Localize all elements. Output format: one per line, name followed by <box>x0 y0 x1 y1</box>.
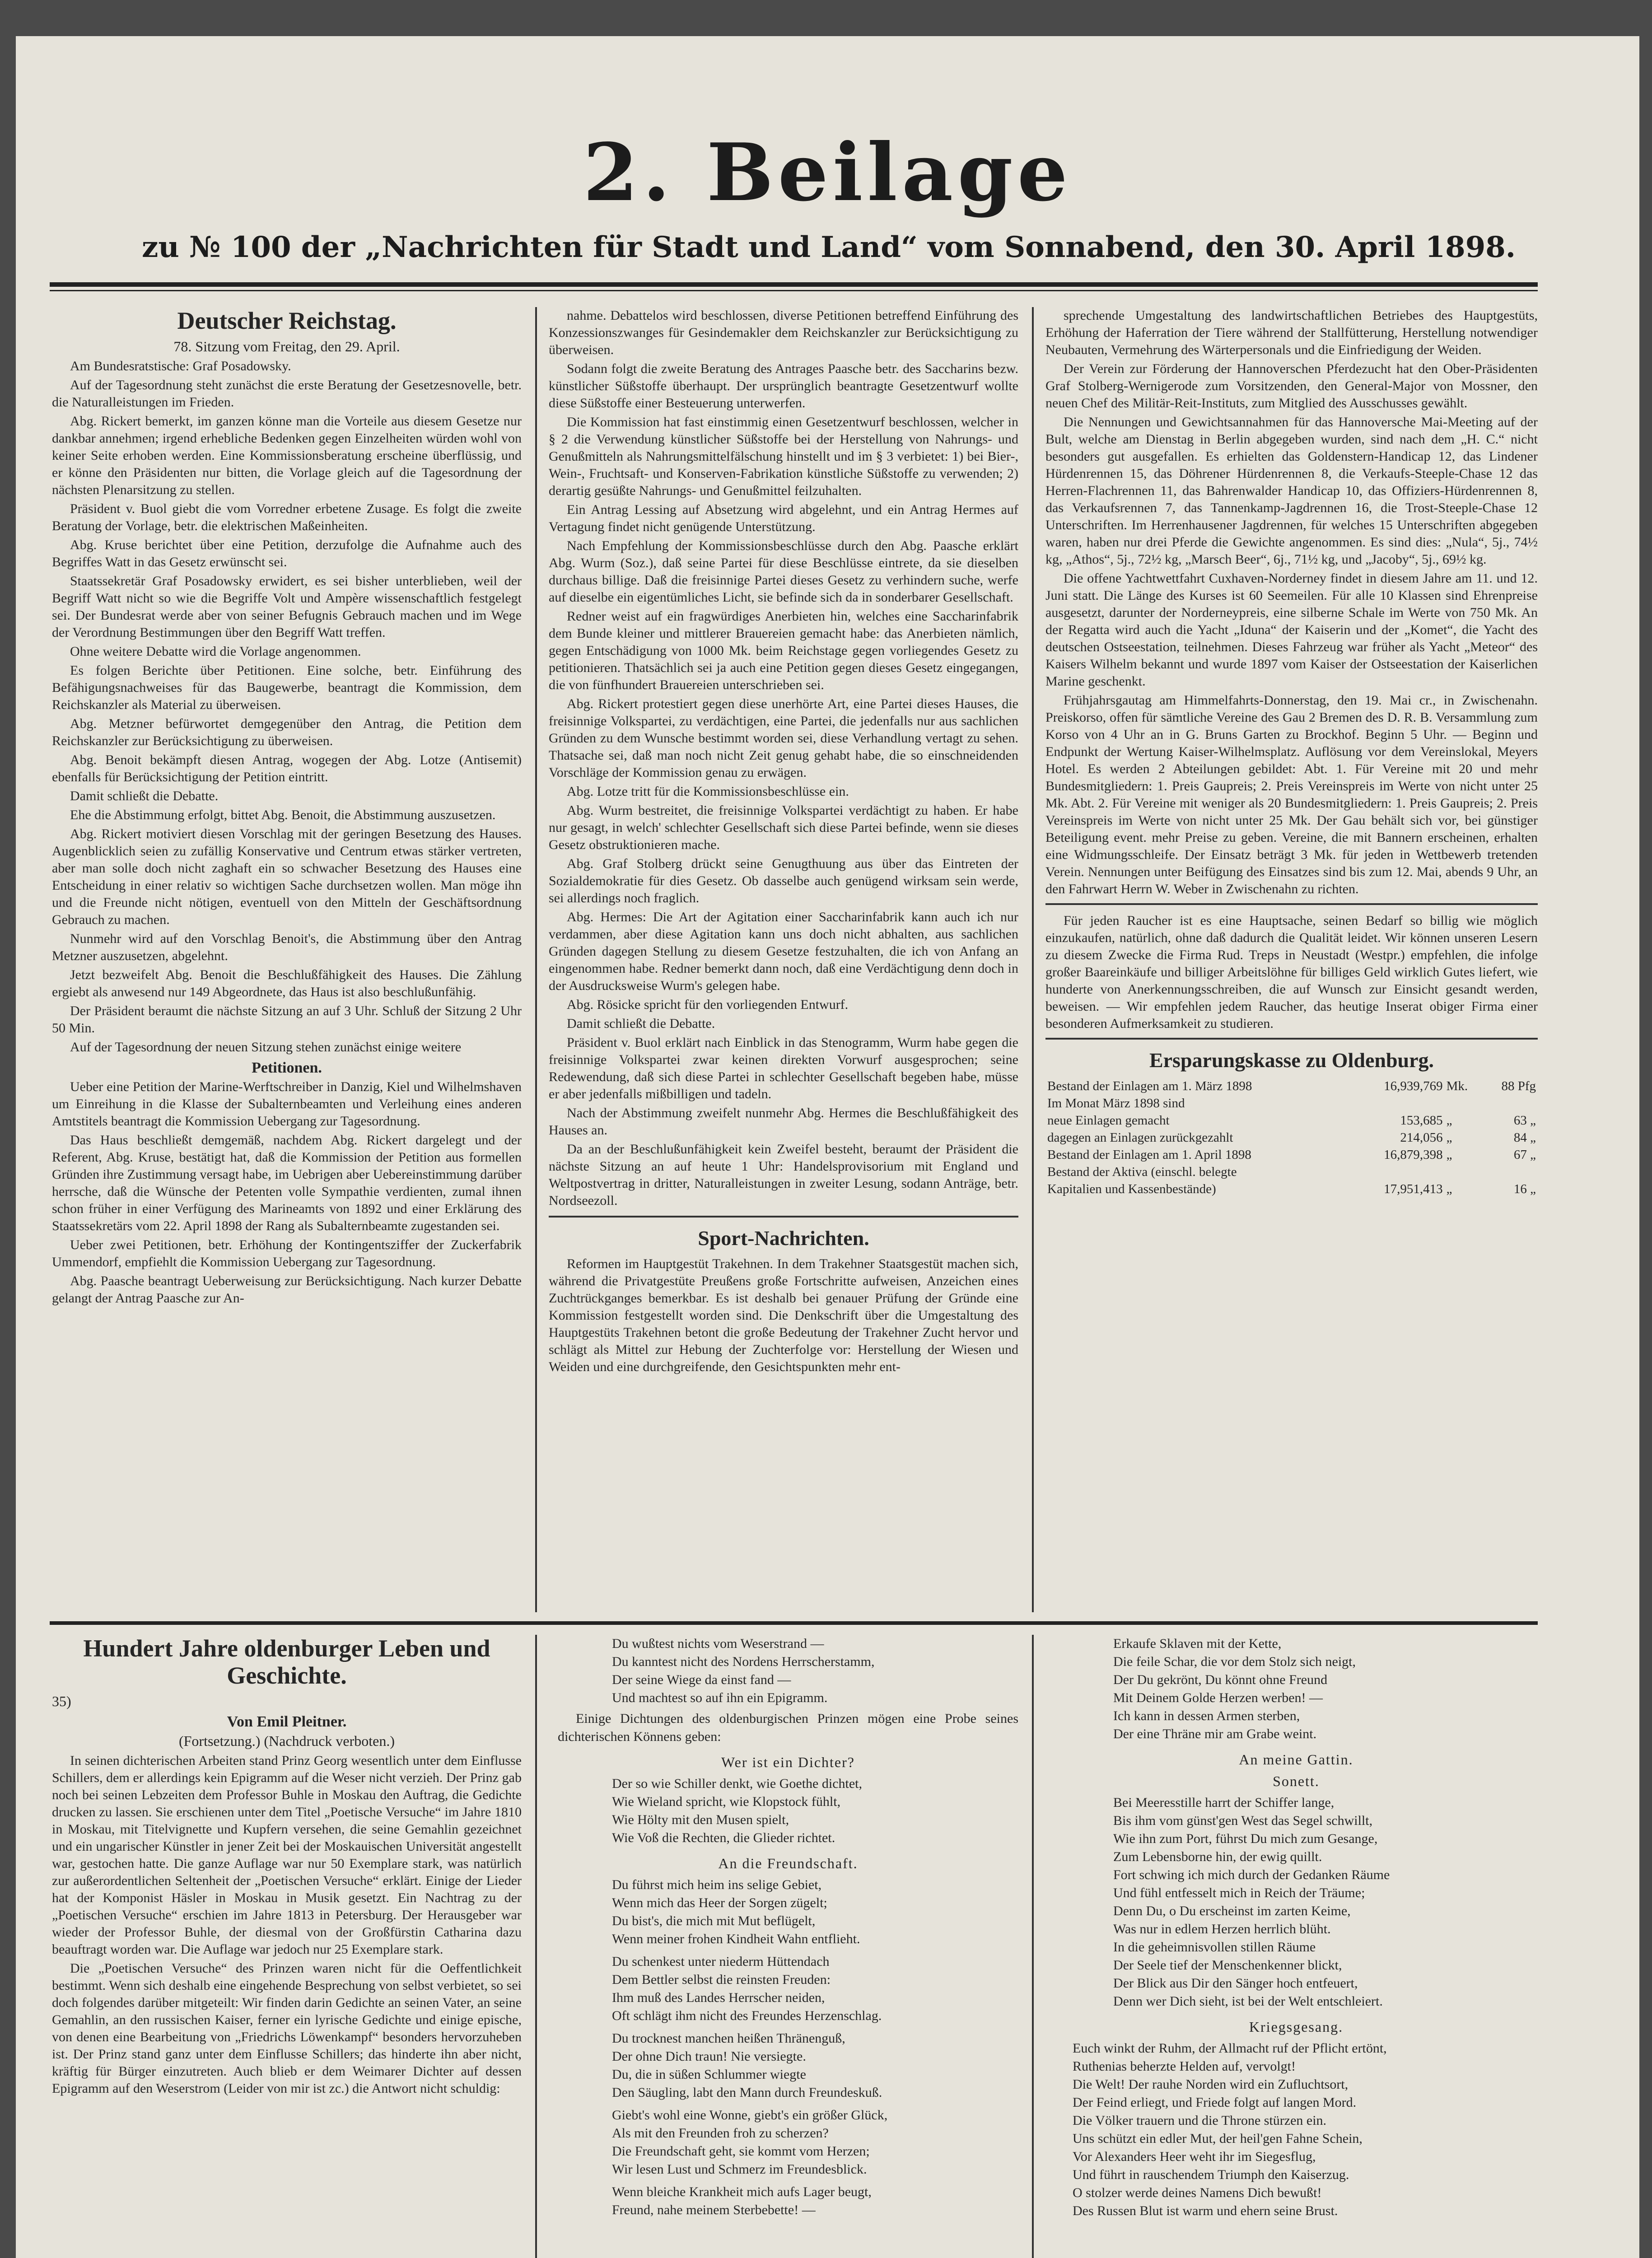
poem-line: Wir lesen Lust und Schmerz im Freundesblick. <box>612 2162 867 2177</box>
poem-line: Des Russen Blut ist warm und ehern seine Brust. <box>1073 2203 1338 2218</box>
poem-line: Du schenkest unter niederm Hüttendach <box>612 1954 830 1969</box>
paragraph: Abg. Benoit bekämpft diesen Antrag, wogegen der Abg. Lotze (Antisemit) ebenfalls für Berücksichtigung der Petition eintritt. <box>52 752 522 784</box>
paragraph: Redner weist auf ein fragwürdiges Anerbieten hin, welches eine Saccharinfabrik dem Bunde kleiner und mittlerer Brauereien gemacht habe: das Anerbieten nämlich, gegen Entschädigung von 1000 Mk. beim Reichstage gegen vorliegendes Gesetz zu petitionieren. Thatsächlich sei ja auch eine Petition gegen dieses Gesetz eingegangen, die von fünfhundert Brauereien unterschrieben sei. <box>549 609 1018 692</box>
poem-line: Der Du gekrönt, Du könnt ohne Freund <box>1113 1672 1328 1687</box>
poem-line: Wie Hölty mit den Musen spielt, <box>612 1812 789 1827</box>
masthead-subline: zu № 100 der „Nachrichten für Stadt und Land“ vom Sonnabend, den 30. April 1898. <box>141 230 1516 264</box>
column-divider <box>535 307 537 1612</box>
paragraph: Abg. Paasche beantragt Ueberweisung zur Berücksichtigung. Nach kurzer Debatte gelangt der Antrag Paasche zur An- <box>52 1274 522 1306</box>
paragraph: Reformen im Hauptgestüt Trakehnen. In dem Trakehner Staatsgestüt machen sich, während die Privatgestüte Preußens große Fortschritte aufweisen, Anzeichen eines Zuchtrückganges bemerkbar. Es ist deshalb bei genauer Prüfung der Gründe eine Kommission festgestellt worden sind. Die Denkschrift über die Umgestaltung des Hauptgestüts Trakehnen betont die große Bedeutung der Trakehner Zucht hervor und schlägt als Mittel zur Hebung der Zuchterfolge vor: Herstellung der Wiesen und Weiden und eine durchgreifende, den Gesichtspunkten mehr ent- <box>549 1256 1018 1374</box>
poem-line: Giebt's wohl eine Wonne, giebt's ein größer Glück, <box>612 2108 888 2123</box>
paragraph: Der Präsident beraumt die nächste Sitzung an auf 3 Uhr. Schluß der Sitzung 2 Uhr 50 Min. <box>52 1003 522 1036</box>
paragraph: Die „Poetischen Versuche“ des Prinzen waren nicht für die Oeffentlichkeit bestimmt. Wenn sich deshalb eine eingehende Besprechung von selbst verbietet, so sei doch folgendes darüber mitgeteilt: Wir finden darin Gedichte an seinen Vater, an seine Gemahlin, an den russischen Kaiser, ferner ein lyrische Gedichte und einige epische, von denen eine Bearbeitung von „Friedrichs Löwenkampf“ besonders hervorzuheben ist. Der Prinz stand ganz unter dem Einflusse Schillers; das hinderte ihn aber nicht, kräftig für Bürger einzutreten. Auch blieb er dem Weimarer Dichter auf dessen Epigramm auf den Weserstrom (Leider von mir ist zc.) die Antwort nicht schuldig: <box>52 1961 522 2096</box>
poem-line: Ruthenias beherzte Helden auf, vervolgt! <box>1073 2059 1296 2074</box>
masthead-rule-thin <box>50 290 1538 291</box>
poem-line: Mit Deinem Golde Herzen werben! — <box>1113 1690 1323 1705</box>
paragraph: Abg. Rickert protestiert gegen diese unerhörte Art, eine Partei dieses Hauses, die freisinnige Volkspartei, zu verdächtigen, eine Partei, die jedenfalls nur aus sachlichen Gründen zu dem Wunsche bestimmt worden sei, diese Verhandlung vertagt zu sehen. Thatsache sei, daß man noch nicht Zeit genug gehabt habe, die so einschneidenden Vorschläge der Kommission genau zu erwägen. <box>549 696 1018 780</box>
poem-title: Kriegsgesang. <box>1249 2019 1344 2035</box>
paragraph: Auf der Tagesordnung der neuen Sitzung stehen zunächst einige weitere <box>70 1040 462 1054</box>
poems-intro: Einige Dichtungen des oldenburgischen Prinzen mögen eine Probe seines dichterischen Könnens geben: <box>558 1711 1018 1744</box>
paragraph: Damit schließt die Debatte. <box>567 1016 715 1031</box>
poem-line: Den Säugling, labt den Mann durch Freundeskuß. <box>612 2085 882 2100</box>
paragraph: Frühjahrsgautag am Himmelfahrts-Donnerstag, den 19. Mai cr., in Zwischenahn. Preiskorso, offen für sämtliche Vereine des Gau 2 Bremen des D. R. B. Versammlung zum Korso von 4 Uhr an in G. Bruns Garten zu Brockhof. Beginn 5 Uhr. — Beginn und Endpunkt der Wertung Kaiser-Wilhelmsplatz. Auflösung vor dem Vereinslokal, Meyers Hotel. Es werden 2 Abteilungen gebildet: Abt. 1. Für Vereine mit 20 und mehr Bundesmitgliedern: 1. Preis Gaupreis; 2. Preis Vereinspreis im Werte von nicht unter 25 Mk. Abt. 2. Für Vereine mit weniger als 20 Bundesmitgliedern: 1. Preis Gaupreis; 2. Preis Vereinspreis im Werte von nicht unter 25 Mk. Der Gau behält sich vor, bei günstiger Beteiligung event. mehr Preise zu geben. Vereine, die mit Bannern erscheinen, erhalten eine Widmungsschleife. Der Einsatz beträgt 3 Mk. für jeden in Wettbewerb tretenden Verein. Nennungen unter Beifügung des Einsatzes sind bis zum 12. Mai, abends 9 Uhr, an den Fahrwart Herrn W. Weber in Zwischenahn zu richten. <box>1045 693 1538 896</box>
paragraph: Nach Empfehlung der Kommissionsbeschlüsse durch den Abg. Paasche erklärt Abg. Wurm (Soz.), daß seine Partei für diese Beschlüsse eintrete, da sie dieselben durchaus billige. Daß die freisinnige Partei dieses Gesetz zu verhindern suche, werfe auf dieselbe ein eigentümliches Licht, sie befinde sich da in sonderbarer Gesellschaft. <box>549 538 1018 605</box>
poem-line: O stolzer werde deines Namens Dich bewußt! <box>1073 2185 1322 2200</box>
section-rule <box>1045 1038 1538 1042</box>
column-poems-right <box>1055 1635 1538 2258</box>
paragraph: Jetzt bezweifelt Abg. Benoit die Beschlußfähigkeit des Hauses. Die Zählung ergiebt als anwesend nur 149 Abgeordnete, das Haus ist also beschlußunfähig. <box>52 967 522 999</box>
poem-line: Du führst mich heim ins selige Gebiet, <box>612 1877 822 1892</box>
paragraph: Abg. Hermes: Die Art der Agitation einer Saccharinfabrik kann auch ich nur verdammen, aber diese Agitation kann uns doch nicht abhalten, aus sachlichen Gründen dagegen Stellung zu diesem Gesetze festzuhalten, die ich von Anfang an eingenommen habe. Redner bemerkt dann noch, daß eine Verdächtigung denn doch in der Ausdrucksweise Wurm's gelegen habe. <box>549 910 1018 993</box>
poem-line: Uns schützt ein edler Mut, der heil'gen Fahne Schein, <box>1073 2131 1363 2146</box>
poem-line: Die Welt! Der rauhe Norden wird ein Zufluchtsort, <box>1073 2077 1349 2092</box>
sport-heading: Sport-Nachrichten. <box>698 1227 869 1250</box>
poem-line: Fort schwing ich mich durch der Gedanken Räume <box>1113 1867 1390 1882</box>
table-row: Kapitalien und Kassenbestände) 17,951,413 „ 16 „ <box>1047 1182 1536 1196</box>
poem-line: Und führt in rauschendem Triumph den Kaiserzug. <box>1073 2167 1349 2182</box>
paragraph: Nach der Abstimmung zweifelt nunmehr Abg. Hermes die Beschlußfähigkeit des Hauses an. <box>549 1106 1018 1138</box>
paragraph: Präsident v. Buol giebt die vom Vorredner erbetene Zusage. Es folgt die zweite Beratung der Vorlage, betr. die elektrischen Maßeinheiten. <box>52 501 522 533</box>
poem-line: Wenn mich das Heer der Sorgen zügelt; <box>612 1895 827 1910</box>
paragraph: Abg. Rickert bemerkt, im ganzen könne man die Vorteile aus diesem Gesetze nur dankbar annehmen; irgend erhebliche Bedenken gegen Einzelheiten würden wohl von keiner Seite erhoben werden. Eine Kommissionsberatung erscheine überflüssig, und er könne den Präsidenten nur bitten, die Vorlage gleich auf die Tagesordnung der nächsten Plenarsitzung zu stellen. <box>52 414 522 497</box>
table-row: Bestand der Einlagen am 1. März 1898 16,939,769 Mk. 88 Pfg <box>1047 1079 1536 1093</box>
feuilleton-note: (Fortsetzung.) (Nachdruck verboten.) <box>178 1733 395 1749</box>
paragraph: Ein Antrag Lessing auf Absetzung wird abgelehnt, und ein Antrag Hermes auf Vertagung findet nicht genügende Unterstützung. <box>549 502 1018 534</box>
paragraph: Präsident v. Buol erklärt nach Einblick in das Stenogramm, Wurm habe gegen die freisinnige Volkspartei zwar keinen direkten Vorwurf ausgesprochen; seine Redewendung, daß sich diese Partei in schlechter Gesellschaft begeben habe, müsse er aber jedenfalls mißbilligen und tadeln. <box>549 1035 1018 1101</box>
poem-line: Als mit den Freunden froh zu scherzen? <box>612 2126 829 2141</box>
paragraph: Das Haus beschließt demgemäß, nachdem Abg. Rickert dargelegt und der Referent, Abg. Kruse, bestätigt hat, daß die Kommission der Petition aus formellen Gründen ihre Zustimmung versagt habe, im Uebrigen aber Uebereinstimmung darüber herrsche, daß die Wünsche der Petenten volle Sympathie verdienten, zumal ihnen schon früher in einer Verfügung des Marineamts von 1892 und einer Erklärung des Staatssekretärs vom 22. April 1898 der Rang als Subalternbeamte zugestanden sei. <box>52 1133 522 1233</box>
column-poems-middle <box>558 1635 1018 2258</box>
paragraph: Ueber zwei Petitionen, betr. Erhöhung der Kontingentsziffer der Zuckerfabrik Ummendorf, empfiehlt die Kommission Uebergang zur Tagesordnung. <box>52 1237 522 1269</box>
poem-line: Der ohne Dich traun! Nie versiegte. <box>612 2049 806 2064</box>
paragraph: Nunmehr wird auf den Vorschlag Benoit's, die Abstimmung über den Antrag Metzner auszusetzen, abgelehnt. <box>52 931 522 963</box>
feuilleton-rule <box>50 1621 1538 1625</box>
feuilleton-author: Von Emil Pleitner. <box>227 1713 347 1730</box>
poem-line: Die Völker trauern und die Throne stürzen ein. <box>1073 2113 1327 2128</box>
poem-line: Der eine Thräne mir am Grabe weint. <box>1113 1726 1317 1741</box>
reichstag-session: 78. Sitzung vom Freitag, den 29. April. <box>173 338 400 355</box>
petitions-heading: Petitionen. <box>252 1059 322 1076</box>
paragraph: Ehe die Abstimmung erfolgt, bittet Abg. Benoit, die Abstimmung auszusetzen. <box>70 807 496 822</box>
poem-line: Wie ihn zum Port, führst Du mich zum Gesange, <box>1113 1831 1378 1846</box>
column-divider <box>535 1635 537 2258</box>
poem-line: Die feile Schar, die vor dem Stolz sich neigt, <box>1113 1654 1356 1669</box>
poem-line: Der so wie Schiller denkt, wie Goethe dichtet, <box>612 1776 863 1791</box>
poem-line: Freund, nahe meinem Sterbebette! — <box>612 2202 816 2217</box>
paragraph: sprechende Umgestaltung des landwirtschaftlichen Betriebes des Hauptgestüts, Erhöhung der Haferration der Tiere während der Stallfütterung, Herstellung notwendiger Neubauten, Vermehrung des Wärterpersonals und die Einfriedigung der Weiden. <box>1045 308 1538 357</box>
poem-line: Bis ihm vom günst'gen West das Segel schwillt, <box>1113 1813 1373 1828</box>
column-divider <box>1032 307 1034 1612</box>
table-row: Im Monat März 1898 sind <box>1047 1096 1185 1110</box>
paragraph: Ohne weitere Debatte wird die Vorlage angenommen. <box>70 644 361 659</box>
poem-line: Du kanntest nicht des Nordens Herrscherstamm, <box>612 1654 875 1669</box>
paragraph: Abg. Kruse berichtet über eine Petition, derzufolge die Aufnahme auch des Begriffes Watt in das Gesetz erwünscht sei. <box>52 537 522 569</box>
paragraph: Es folgen Berichte über Petitionen. Eine solche, betr. Einführung des Befähigungsnachweises für das Baugewerbe, beantragt die Kommission, dem Reichskanzler als Material zu überweisen. <box>52 663 522 712</box>
sparkasse-heading: Ersparungskasse zu Oldenburg. <box>1149 1049 1434 1072</box>
poem-line: Du trocknest manchen heißen Thränenguß, <box>612 2031 845 2046</box>
poem-line: Wenn bleiche Krankheit mich aufs Lager beugt, <box>612 2184 872 2199</box>
paragraph: In seinen dichterischen Arbeiten stand Prinz Georg wesentlich unter dem Einflusse Schillers, dem er allerdings kein Epigramm auf die Weser nicht verzieh. Der Prinz gab noch bei seinen Lebzeiten dem Professor Buhle in Moskau den Auftrag, die Gedichte drucken zu lassen. Sie erschienen unter dem Titel „Poetische Versuche“ im Jahre 1810 in Moskau, mit Titelvignette und Kupfern versehen, die seine Gemahlin gezeichnet und ein ungarischer Künstler in jener Zeit bei der Moskauischen Universität angestellt war, gestochen hatte. Die ganze Auflage war nur 50 Exemplare stark, was natürlich zur außerordentlichen Seltenheit der „Poetischen Versuche“ erklärt. Einige der Lieder hat der Komponist Häsler in Moskau in Musik gesetzt. Ein Nachtrag zu der „Poetischen Versuche“ erschien im Jahre 1813 in Petersburg. Der Herausgeber war wieder der Professor Buhle, der diesmal von der Großfürstin Catharina dazu beauftragt worden war. Die Auflage war jedoch nur 25 Exemplare stark. <box>52 1753 522 1957</box>
reichstag-heading: Deutscher Reichstag. <box>177 307 397 334</box>
column-sport <box>1045 307 1538 1612</box>
paragraph: Abg. Graf Stolberg drückt seine Genugthuung aus über das Eintreten der Sozialdemokratie für dies Gesetz. Ob dasselbe auch genügend wirksam sein werde, sei allerdings noch fraglich. <box>549 856 1018 905</box>
poem-line: Du wußtest nichts vom Weserstrand — <box>612 1636 824 1651</box>
sparkasse-table <box>1045 1078 1538 1198</box>
poem-title: Wer ist ein Dichter? <box>721 1754 855 1770</box>
paragraph: Damit schließt die Debatte. <box>70 788 219 803</box>
poem-line: Ihm muß des Landes Herrscher neiden, <box>612 1990 825 2005</box>
poem-line: Erkaufe Sklaven mit der Kette, <box>1113 1636 1282 1651</box>
poem-line: Der Blick aus Dir den Sänger hoch entfeuert, <box>1113 1976 1358 1991</box>
poem-line: Und fühl entfesselt mich in Reich der Träume; <box>1113 1885 1365 1900</box>
poem-line: Du, die in süßen Schlummer wiegte <box>612 2067 806 2082</box>
table-row: neue Einlagen gemacht 153,685 „ 63 „ <box>1047 1113 1536 1128</box>
column-feuilleton <box>52 1635 522 2258</box>
paragraph: Da an der Beschlußunfähigkeit kein Zweifel besteht, beraumt der Präsident die nächste Sitzung an auf heute 1 Uhr: Handelsprovisorium mit England und Weltpostvertrag in dritter, Naturalleistungen in zweiter Lesung, sodann Anträge, betr. Nordseezoll. <box>549 1142 1018 1208</box>
paragraph: Die Kommission hat fast einstimmig einen Gesetzentwurf beschlossen, welcher in § 2 die Verwendung künstlicher Süßstoffe bei der Herstellung von Nahrungs- und Genußmitteln als Nahrungsmittelfälschung hinstellt und im § 3 verbietet: 1) bei Bier-, Wein-, Fruchtsaft- und Konserven-Fabrikation künstliche Süßstoffe zu verwenden; 2) derartig gesüßte Nahrungs- und Genußmittel feilzuhalten. <box>549 415 1018 498</box>
poem-line: Wenn meiner frohen Kindheit Wahn entflieht. <box>612 1931 860 1946</box>
paragraph: Sodann folgt die zweite Beratung des Antrages Paasche betr. des Saccharins bezw. künstlicher Süßstoffe überhaupt. Der ursprünglich beantragte Gesetzentwurf wollte diese Süßstoffe einer Besteuerung unterwerfen. <box>549 361 1018 411</box>
column-reichstag <box>52 307 522 1612</box>
poem-line: In die geheimnisvollen stillen Räume <box>1113 1940 1316 1955</box>
poem-line: Wie Wieland spricht, wie Klopstock fühlt, <box>612 1794 841 1809</box>
poem-line: Denn wer Dich sieht, ist bei der Welt entschleiert. <box>1113 1994 1383 2009</box>
poem-line: Du bist's, die mich mit Mut beflügelt, <box>612 1913 816 1928</box>
paragraph: Abg. Lotze tritt für die Kommissionsbeschlüsse ein. <box>567 784 849 799</box>
poem-line: Oft schlägt ihm nicht des Freundes Herzenschlag. <box>612 2008 882 2023</box>
poem-line: Der seine Wiege da einst fand — <box>612 1672 791 1687</box>
poem-line: Was nur in edlem Herzen herrlich blüht. <box>1113 1922 1331 1936</box>
poem-line: Bei Meeresstille harrt der Schiffer lange, <box>1113 1795 1335 1810</box>
poem-line: Denn Du, o Du erscheinst im zarten Keime, <box>1113 1903 1351 1918</box>
poem-line: Dem Bettler selbst die reinsten Freuden: <box>612 1972 831 1987</box>
poem-title: An die Freundschaft. <box>718 1855 858 1871</box>
poem-line: Euch winkt der Ruhm, der Allmacht ruf der Pflicht ertönt, <box>1073 2041 1387 2056</box>
newspaper-page <box>16 36 1639 2258</box>
poem-line: Und machtest so auf ihn ein Epigramm. <box>612 1690 828 1705</box>
paragraph: Die offene Yachtwettfahrt Cuxhaven-Norderney findet in diesem Jahre am 11. und 12. Juni statt. Die Länge des Kurses ist 60 Seemeilen. Für alle 10 Klassen sind Ehrenpreise ausgesetzt, darunter der Norderneypreis, eine silberne Schale im Werte von 750 Mk. An der Regatta wird auch die Yacht „Iduna“ der Kaiserin und der „Komet“, die Yacht des deutschen Ostseestation, teilnehmen. Dieses Fahrzeug war früher als Yacht „Meteor“ des Kaisers Wilhelm bekannt und wurde 1897 vom Kaiser der Ostseestation der Kaiserlichen Marine geschenkt. <box>1045 571 1538 689</box>
poem-subtitle: Sonett. <box>1273 1773 1320 1789</box>
paragraph: Auf der Tagesordnung steht zunächst die erste Beratung der Gesetzesnovelle, betr. die Naturalleistungen im Frieden. <box>52 378 522 410</box>
poem-title: An meine Gattin. <box>1239 1751 1353 1768</box>
paragraph: Am Bundesratstische: Graf Posadowsky. <box>70 359 291 373</box>
paragraph: Staatssekretär Graf Posadowsky erwidert, es sei bisher unterblieben, weil der Begriff Watt nicht so wie die Begriffe Volt und Ampère wissenschaftlich festgelegt sei. Der Bundesrat werde aber von seiner Befugnis Gebrauch machen und im Wege der Verordnung Bestimmungen über den Begriff Watt treffen. <box>52 574 522 640</box>
paragraph: nahme. Debattelos wird beschlossen, diverse Petitionen betreffend Einführung des Konzessionszwanges für Gesindemakler dem Reichskanzler zur Berücksichtigung zu überweisen. <box>549 308 1018 357</box>
section-rule <box>549 1216 1018 1220</box>
poem-line: Zum Lebensborne hin, der ewig quillt. <box>1113 1849 1322 1864</box>
paragraph: Abg. Rösicke spricht für den vorliegenden Entwurf. <box>567 997 849 1012</box>
table-row: Bestand der Einlagen am 1. April 1898 16,879,398 „ 67 „ <box>1047 1148 1536 1162</box>
poem-line: Wie Voß die Rechten, die Glieder richtet. <box>612 1830 835 1845</box>
poem-line: Der Feind erliegt, und Friede folgt auf langen Mord. <box>1073 2095 1357 2110</box>
paragraph: Abg. Wurm bestreitet, die freisinnige Volkspartei verdächtigt zu haben. Er habe nur gesagt, in welch' schlechter Gesellschaft sich diese Partei befinde, wenn sie dieses Gesetz obstruktionieren mache. <box>549 803 1018 852</box>
poem-line: Vor Alexanders Heer weht ihr im Siegesflug, <box>1073 2149 1316 2164</box>
feuilleton-heading: Hundert Jahre oldenburger Leben und Geschichte. <box>83 1635 490 1689</box>
column-divider <box>1032 1635 1034 2258</box>
section-rule <box>1045 903 1538 908</box>
masthead-title: 2. Beilage <box>583 126 1072 219</box>
paragraph: Der Verein zur Förderung der Hannoverschen Pferdezucht hat den Ober-Präsidenten Graf Stolberg-Wernigerode zum Vorsitzenden, den General-Major von Mossner, den neuen Chef des Militär-Reit-Instituts, zum Mitglied des Ausschusses gewählt. <box>1045 361 1538 411</box>
poem-line: Die Freundschaft geht, sie kommt vom Herzen; <box>612 2144 870 2159</box>
paragraph: Abg. Rickert motiviert diesen Vorschlag mit der geringen Besetzung des Hauses. Augenblicklich seien zu zufällig Konservative und Centrum etwas stärker vertreten, aber man solle doch nicht zaghaft ein so schwacher Besetzung des Hauses eine Entscheidung in einer relativ so wichtigen Sache durchsetzen wollen. Man möge ihn und die Freunde nicht nötigen, eventuell von den Mitteln der Geschäftsordnung Gebrauch zu machen. <box>52 826 522 927</box>
masthead-rule <box>50 282 1538 287</box>
table-row: dagegen an Einlagen zurückgezahlt 214,056 „ 84 „ <box>1047 1130 1536 1145</box>
paragraph: Die Nennungen und Gewichtsannahmen für das Hannoversche Mai-Meeting auf der Bult, welche am Dienstag in Berlin abgegeben wurden, sind nach dem „H. C.“ nicht besonders gut ausgefallen. Es erhielten das Goldenstern-Handicap 12, das Lindener Hürdenrennen 15, das Döhrener Hürdenrennen 8, die Verkaufs-Steeple-Chase 12 das Herren-Flachrennen 11, das Bahrenwalder Handicap 10, das Offiziers-Hürdenrennen 8, das Verkaufsrennen 7, das Tannenkamp-Jagdrennen 16, die Trost-Steeple-Chase 12 Unterschriften. Im Herrenhausener Jagdrennen, für welches 15 Unterschriften abgegeben waren, haben nur drei Pferde die Gewichte angenommen. Es sind dies: „Nula“, 5j., 74½ kg, „Athos“, 5j., 72½ kg, „Marsch Beer“, 6j., 71½ kg, und „Jacoby“, 5j., 69½ kg. <box>1045 415 1538 567</box>
table-row: Bestand der Aktiva (einschl. belegte <box>1047 1165 1237 1179</box>
poem-line: Der Seele tief der Menschenkenner blickt, <box>1113 1958 1342 1973</box>
poem-line: Ich kann in dessen Armen sterben, <box>1113 1708 1300 1723</box>
feuilleton-number: 35) <box>52 1693 71 1709</box>
paragraph: Abg. Metzner befürwortet demgegenüber den Antrag, die Petition dem Reichskanzler zur Berücksichtigung zu überweisen. <box>52 716 522 748</box>
paragraph: Ueber eine Petition der Marine-Werftschreiber in Danzig, Kiel und Wilhelmshaven um Einreihung in die Klasse der Subalternbeamten und Verleihung eines anderen Amtstitels beantragt die Kommission Uebergang zur Tagesordnung. <box>52 1079 522 1129</box>
paragraph: Für jeden Raucher ist es eine Hauptsache, seinen Bedarf so billig wie möglich einzukaufen, natürlich, ohne daß dadurch die Qualität leidet. Wir können unseren Lesern zu diesem Zwecke die Firma Rud. Treps in Neustadt (Westpr.) empfehlen, die infolge großer Baareinkäufe und billiger Arbeitslöhne für billiges Geld wirklich Gutes liefert, wie hunderte von Anerkennungsschreiben, die auf Wunsch zur Einsicht gesandt werden, beweisen. — Wir empfehlen jedem Raucher, das heutige Inserat obiger Firma einer besonderen Aufmerksamkeit zu studieren. <box>1045 913 1538 1031</box>
column-saccharin <box>549 307 1018 1612</box>
